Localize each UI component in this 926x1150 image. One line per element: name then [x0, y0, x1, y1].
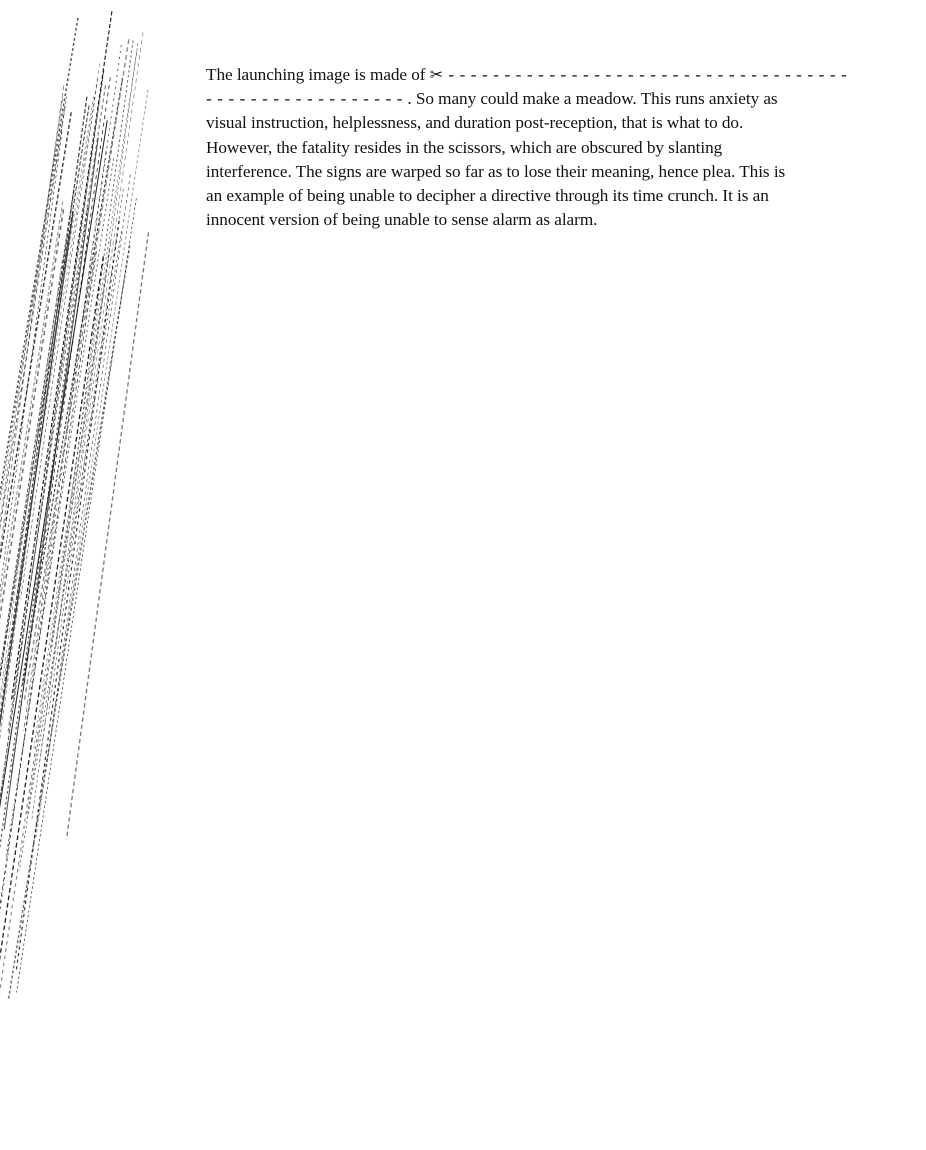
text-line-4: However, the fatality resides in the scissors, which are obscured by slanting: [206, 137, 723, 157]
text-line-7: innocent version of being unable to sense alarm as alarm.: [206, 210, 598, 230]
slanted-dashed-line: [0, 97, 87, 784]
slanted-dashed-line: [34, 51, 137, 750]
slanted-dashed-line: [48, 189, 123, 716]
line-2-text: . So many could make a meadow. This runs anxiety as: [407, 89, 778, 109]
slanted-dashed-line: [0, 241, 111, 1036]
slanted-dashed-line: [0, 211, 73, 1050]
text-line-3: visual instruction, helplessness, and duration post-reception, that is what to do.: [206, 113, 744, 133]
text-line-5: interference. The signs are warped so far as to lose their meaning, hence plea. This is: [206, 161, 786, 181]
slanted-dashed-line: [21, 79, 98, 599]
slanted-dashed-line: [25, 39, 129, 700]
text-line-2: [206, 87, 878, 111]
text-line-1: [206, 63, 878, 87]
text-line-6: an example of being unable to decipher a directive through its time crunch. It is an: [206, 186, 769, 206]
slanted-dashed-line: [0, 256, 103, 1050]
lead-text: The launching image is made of: [206, 65, 426, 84]
dash-run-2: - - - - - - - - - - - - - - - - - -: [206, 89, 404, 109]
scissors-icon: ✂: [429, 65, 444, 84]
slanted-dashed-line: [0, 64, 100, 990]
slanted-dashed-lines-artwork: [0, 0, 180, 1060]
slanted-dashed-line: [67, 232, 149, 839]
slanted-dashed-line: [19, 231, 121, 871]
description-paragraph: [206, 63, 878, 232]
dashed-line-group: [0, 11, 149, 1050]
slanted-dashed-line: [24, 151, 107, 731]
dash-run-1: - - - - - - - - - - - - - - - - - - - - - - - - - - - - - - - - - - - -: [448, 65, 848, 84]
